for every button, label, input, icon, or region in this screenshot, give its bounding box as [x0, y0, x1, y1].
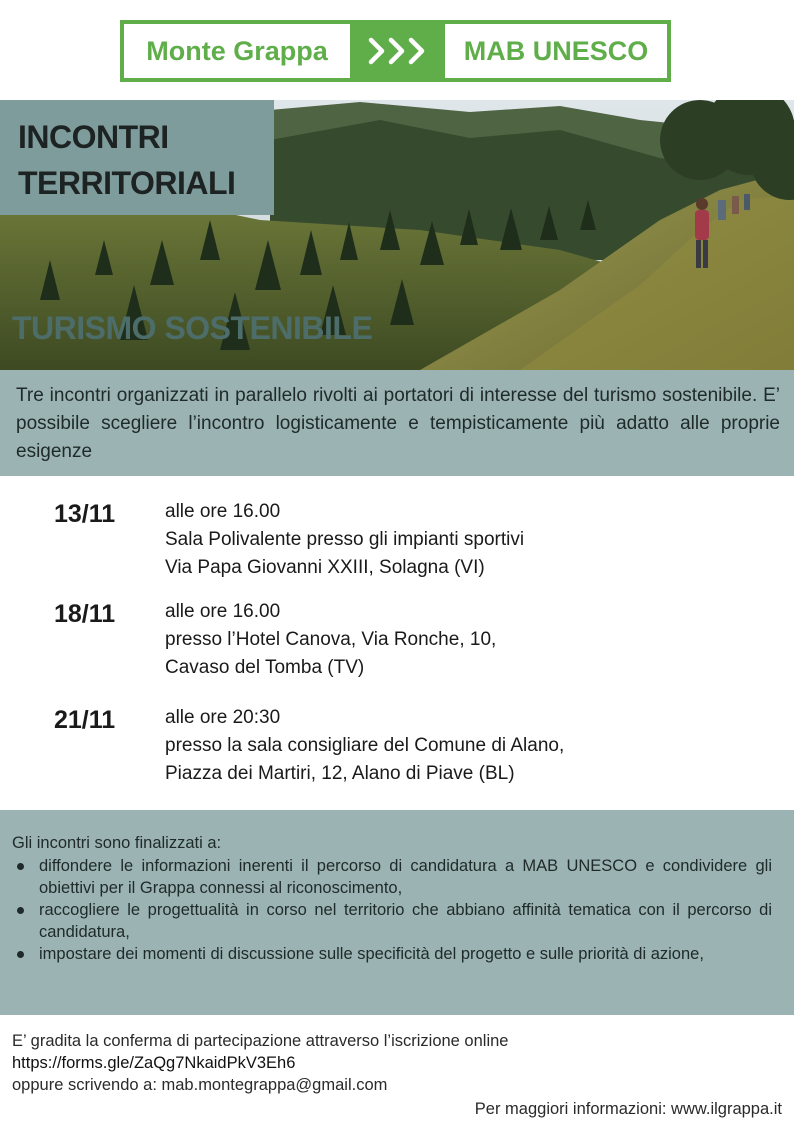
intro-text: Tre incontri organizzati in parallelo rivolti ai portatori di interesse del turismo sostenibile. E’ possibile scegliere l’incontro logisticamente e tempisticamente più adatto alle proprie esigenze: [16, 385, 780, 462]
bullet-icon: [17, 863, 24, 870]
event-date: 21/11: [54, 706, 116, 734]
title-line-incontri: INCONTRI: [18, 119, 169, 155]
logo-monte-grappa: Monte Grappa: [146, 35, 328, 66]
event-address: Cavaso del Tomba (TV): [165, 657, 365, 678]
event-time: alle ore 16.00: [165, 601, 281, 622]
event-address: Via Papa Giovanni XXIII, Solagna (VI): [165, 557, 485, 578]
goals-intro: Gli incontri sono finalizzati a:: [12, 834, 222, 852]
more-info: Per maggiori informazioni: www.ilgrappa.it: [474, 1100, 782, 1118]
goals-band: [0, 810, 794, 1015]
event-venue: presso l’Hotel Canova, Via Ronche, 10,: [165, 629, 497, 650]
logo-banner: [120, 20, 671, 82]
goal-item: [12, 943, 772, 965]
goal-text: impostare dei momenti di discussione sulle specificità del progetto e sulle priorità di azione,: [39, 945, 704, 963]
event-address: Piazza dei Martiri, 12, Alano di Piave (BL): [165, 763, 515, 784]
footer: [12, 1030, 782, 1120]
goal-item: [12, 899, 772, 943]
event-date: 13/11: [54, 500, 116, 528]
hero-title-box: [0, 100, 274, 215]
footer-confirmation: E’ gradita la conferma di partecipazione attraverso l’iscrizione online: [12, 1032, 509, 1050]
hero-subtitle: TURISMO SOSTENIBILE: [12, 310, 373, 346]
triple-chevron-right-icon: [350, 24, 445, 78]
logo-mab-unesco: MAB UNESCO: [463, 35, 649, 66]
goal-text: raccogliere le progettualità in corso nel territorio che abbiano affinità tematica con il percorso di candidatura,: [39, 901, 772, 941]
goal-text: diffondere le informazioni inerenti il percorso di candidatura a MAB UNESCO e condividere gli obiettivi per il Grappa connessi al riconoscimento,: [39, 857, 772, 897]
title-line-territoriali: TERRITORIALI: [18, 165, 236, 201]
registration-link[interactable]: https://forms.gle/ZaQg7NkaidPkV3Eh6: [12, 1054, 296, 1072]
footer-email: oppure scrivendo a: mab.montegrappa@gmail.com: [12, 1076, 388, 1094]
intro-band: [0, 370, 794, 476]
event-date: 18/11: [54, 600, 116, 628]
event-venue: presso la sala consigliare del Comune di Alano,: [165, 735, 565, 756]
event-venue: Sala Polivalente presso gli impianti sportivi: [165, 529, 525, 550]
event-time: alle ore 16.00: [165, 501, 281, 522]
bullet-icon: [17, 951, 24, 958]
bullet-icon: [17, 907, 24, 914]
goals-list: [12, 855, 772, 965]
goal-item: [12, 855, 772, 899]
event-time: alle ore 20:30: [165, 707, 281, 728]
